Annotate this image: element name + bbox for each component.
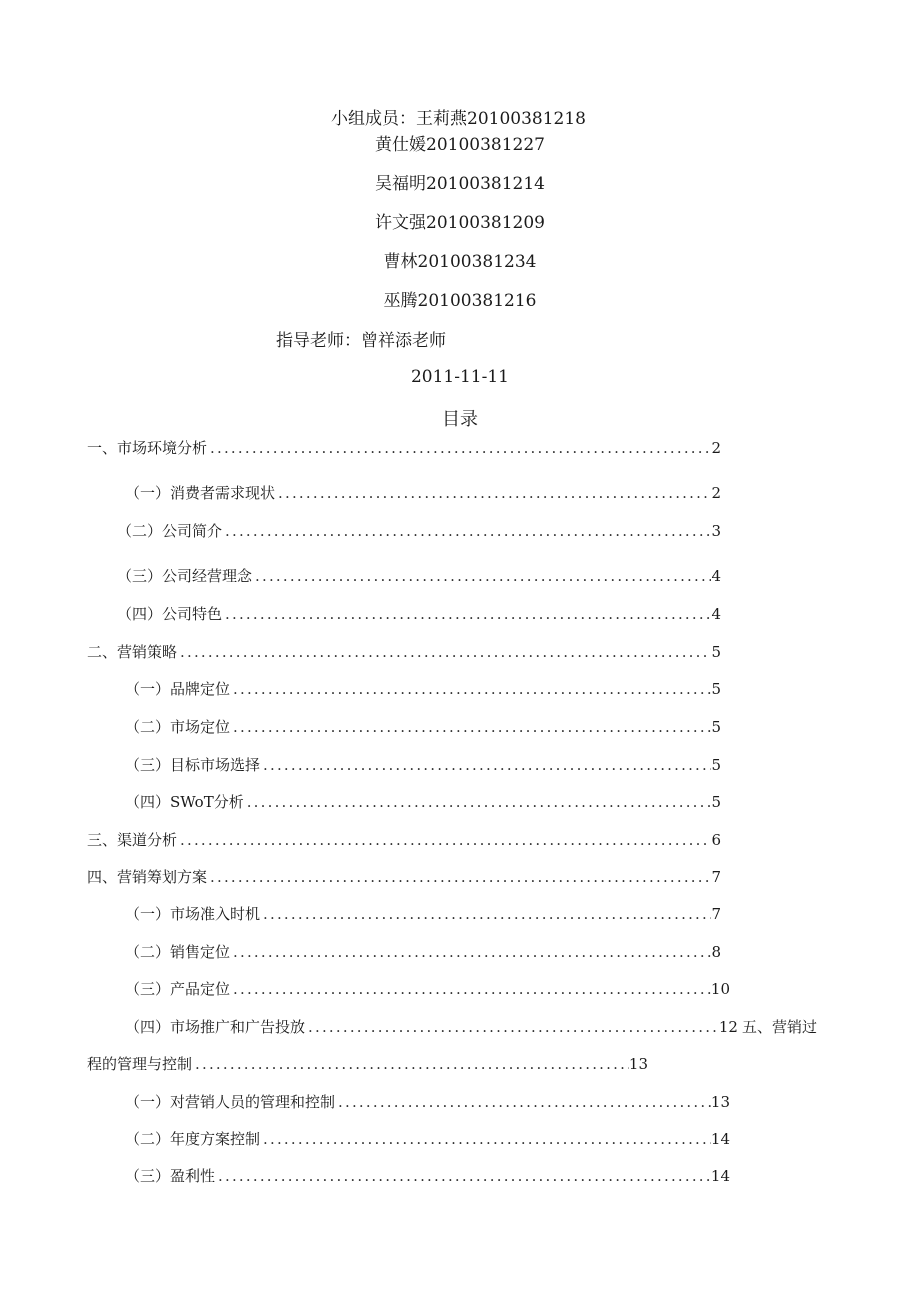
member-name: 巫腾 (383, 291, 418, 311)
advisor-line (276, 326, 446, 351)
toc-entry-page: 8 (711, 943, 721, 961)
date: 2011-11-11 (410, 367, 509, 387)
toc-leader-dots (177, 831, 711, 849)
toc-entry[interactable] (125, 716, 721, 738)
toc-leader-dots (230, 980, 711, 998)
toc-entry[interactable] (125, 1091, 730, 1113)
toc-entry-label: 四、营销筹划方案 (87, 868, 208, 886)
toc-entry-label: （二）销售定位 (125, 943, 231, 961)
toc-entry[interactable] (125, 482, 721, 504)
member-id: 20100381214 (426, 174, 545, 194)
toc-entry-page: 5 (711, 718, 721, 736)
toc-entry[interactable] (87, 829, 721, 851)
toc-entry-page: 3 (711, 522, 721, 540)
toc-entry-label: 三、渠道分析 (87, 831, 178, 849)
toc-entry-label: （三）公司经营理念 (117, 567, 253, 585)
toc-title: 目录 (442, 409, 478, 430)
toc-leader-dots (222, 605, 711, 623)
toc-leader-dots (192, 1055, 629, 1073)
toc-entry[interactable] (125, 1016, 817, 1038)
member-line-2 (0, 130, 920, 155)
member-line-6 (0, 286, 920, 311)
member-line-4 (0, 208, 920, 233)
toc-entry-page: 5 (711, 793, 721, 811)
toc-entry-page: 5 (711, 756, 721, 774)
toc-leader-dots (260, 1130, 711, 1148)
member-name: 曹林 (383, 252, 418, 272)
toc-entry[interactable] (125, 1165, 730, 1187)
toc-entry-page: 13 (710, 1093, 730, 1111)
toc-entry-label: （二）市场定位 (125, 718, 231, 736)
toc-entry[interactable] (125, 978, 730, 1000)
toc-entry-page: 13 (628, 1055, 648, 1073)
advisor-name: 曾祥添老师 (361, 331, 446, 351)
toc-entry[interactable] (87, 437, 721, 459)
toc-leader-dots (177, 643, 711, 661)
toc-entry-label: （四）公司特色 (117, 605, 223, 623)
toc-entry-page: 10 (710, 980, 730, 998)
member-line-1 (331, 104, 586, 129)
toc-leader-dots (305, 1018, 719, 1036)
toc-entry-page: 7 (711, 868, 721, 886)
advisor-label: 指导老师： (276, 331, 361, 351)
members-label: 小组成员： (331, 109, 416, 129)
toc-entry[interactable] (117, 603, 721, 625)
toc-entry[interactable] (125, 754, 721, 776)
toc-entry[interactable] (87, 866, 721, 888)
toc-entry-label: （二）年度方案控制 (125, 1130, 261, 1148)
toc-leader-dots (230, 680, 711, 698)
member-line-5 (0, 247, 920, 272)
toc-entry-page: 2 (711, 439, 721, 457)
member-name: 吴福明 (375, 174, 426, 194)
toc-entry[interactable] (125, 678, 721, 700)
member-line-3 (0, 169, 920, 194)
member-id: 20100381227 (426, 135, 545, 155)
toc-entry-label: （三）盈利性 (125, 1167, 216, 1185)
toc-entry-page: 5 (711, 643, 721, 661)
toc-entry[interactable] (117, 520, 721, 542)
toc-leader-dots (207, 868, 711, 886)
toc-entry-page: 2 (711, 484, 721, 502)
toc-leader-dots (207, 439, 711, 457)
toc-entry-page: 5 (711, 680, 721, 698)
member-id: 20100381209 (426, 213, 545, 233)
toc-leader-dots (230, 718, 711, 736)
toc-leader-dots (252, 567, 711, 585)
toc-entry[interactable] (125, 941, 721, 963)
member-id: 20100381218 (467, 109, 586, 129)
toc-entry-label: （一）品牌定位 (125, 680, 231, 698)
toc-entry-page: 7 (711, 905, 721, 923)
toc-entry-label: （三）产品定位 (125, 980, 231, 998)
toc-leader-dots (230, 943, 711, 961)
toc-entry-label: （二）公司简介 (117, 522, 223, 540)
toc-leader-dots (260, 756, 711, 774)
toc-entry-page: 14 (710, 1130, 730, 1148)
toc-entry-label: （三）目标市场选择 (125, 756, 261, 774)
toc-entry-page: 12 (718, 1018, 738, 1036)
toc-entry-wrap-text: 五、营销过 (741, 1018, 817, 1036)
toc-entry-label: （四）市场推广和广告投放 (125, 1018, 306, 1036)
toc-leader-dots (244, 793, 712, 811)
toc-entry[interactable] (125, 903, 721, 925)
toc-entry-label: （一）消费者需求现状 (125, 484, 276, 502)
toc-entry-page: 14 (710, 1167, 730, 1185)
toc-entry-label: （一）对营销人员的管理和控制 (125, 1093, 336, 1111)
member-name: 王莉燕 (416, 109, 467, 129)
toc-entry[interactable] (125, 791, 721, 813)
toc-entry[interactable] (125, 1128, 730, 1150)
toc-entry[interactable] (117, 565, 721, 587)
toc-leader-dots (335, 1093, 711, 1111)
member-id: 20100381234 (417, 252, 537, 272)
member-id: 20100381216 (417, 291, 537, 311)
toc-entry-label: 一、市场环境分析 (87, 439, 208, 457)
toc-leader-dots (275, 484, 711, 502)
member-name: 黄仕媛 (375, 135, 426, 155)
toc-entry[interactable] (87, 641, 721, 663)
member-name: 许文强 (375, 213, 426, 233)
toc-entry-page: 4 (711, 605, 721, 623)
toc-entry[interactable] (87, 1053, 648, 1075)
toc-entry-label: 程的管理与控制 (87, 1055, 193, 1073)
toc-entry-page: 6 (711, 831, 721, 849)
toc-leader-dots (260, 905, 711, 923)
toc-entry-page: 4 (711, 567, 721, 585)
toc-entry-label: 二、营销策略 (87, 643, 178, 661)
toc-leader-dots (222, 522, 711, 540)
toc-entry-label: （一）市场准入时机 (125, 905, 261, 923)
toc-leader-dots (215, 1167, 711, 1185)
toc-entry-label: （四）SWoT分析 (125, 793, 244, 811)
